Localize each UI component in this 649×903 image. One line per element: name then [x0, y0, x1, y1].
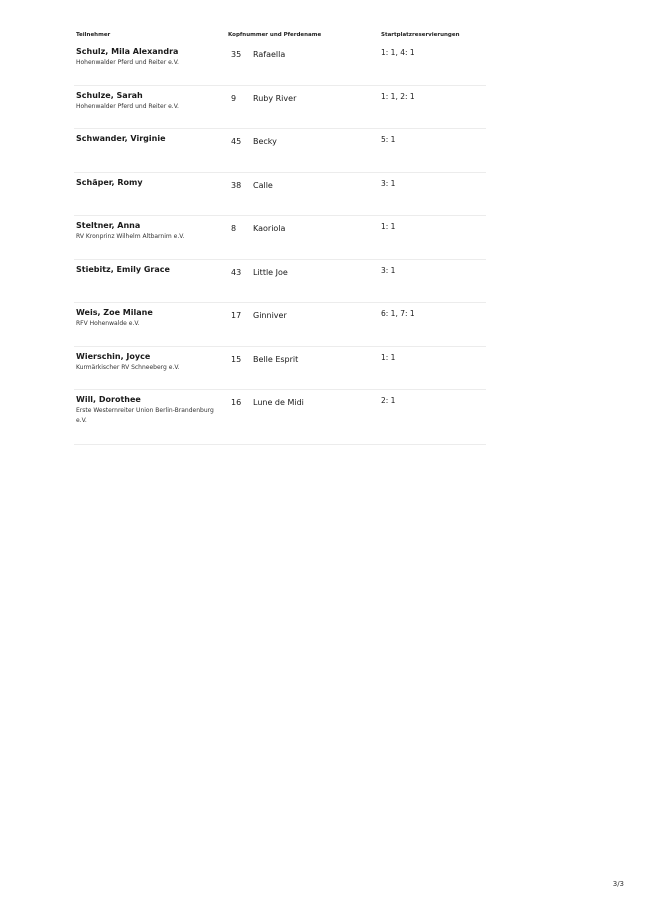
table-row	[74, 86, 486, 130]
header-participant: Teilnehmer	[76, 32, 111, 38]
participant-table	[74, 42, 486, 445]
horse-number: 38	[231, 180, 242, 190]
horse-name: Belle Esprit	[253, 354, 299, 364]
participant-cell	[76, 220, 226, 242]
table-row	[74, 129, 486, 173]
start-reservations: 1: 1	[381, 222, 396, 231]
start-reservations: 3: 1	[381, 178, 396, 188]
horse-name: Rafaella	[253, 50, 286, 59]
participant-club: Hohenwalder Pferd und Reiter e.V.	[76, 59, 179, 66]
table-row	[74, 173, 486, 217]
table-row	[74, 260, 486, 304]
start-reservations: 1: 1, 4: 1	[381, 48, 415, 57]
horse-name: Little Joe	[253, 267, 288, 277]
participant-club: Kurmärkischer RV Schneeberg e.V.	[76, 363, 180, 371]
participant-name: Schulze, Sarah	[76, 90, 143, 100]
start-reservations: 1: 1, 2: 1	[381, 91, 415, 101]
horse-number: 35	[231, 50, 242, 59]
table-row	[74, 347, 486, 391]
header-start-reservations: Startplatzreservierungen	[381, 32, 460, 38]
horse-number: 15	[231, 354, 242, 364]
table-row	[74, 216, 486, 260]
participant-cell	[76, 90, 226, 112]
start-reservations: 6: 1, 7: 1	[381, 309, 415, 318]
participant-club: RV Kronprinz Wilhelm Altbarnim e.V.	[76, 233, 185, 240]
horse-number: 17	[231, 311, 242, 320]
participant-cell	[76, 351, 226, 373]
horse-name: Lune de Midi	[253, 398, 304, 407]
horse-name: Kaoriola	[253, 224, 286, 233]
horse-number: 16	[231, 398, 242, 407]
participant-name: Schäper, Romy	[76, 177, 143, 187]
participant-cell	[76, 177, 226, 189]
table-row	[74, 303, 486, 347]
participant-cell	[76, 307, 226, 329]
horse-number: 43	[231, 267, 242, 277]
table-row	[74, 390, 486, 445]
start-reservations: 1: 1	[381, 352, 396, 362]
horse-number: 9	[231, 93, 237, 103]
participant-name: Weis, Zoe Milane	[76, 308, 153, 317]
horse-name: Becky	[253, 137, 277, 146]
participant-name: Stiebitz, Emily Grace	[76, 264, 170, 274]
participant-name: Wierschin, Joyce	[76, 351, 151, 361]
participant-name: Steltner, Anna	[76, 221, 141, 230]
participant-cell	[76, 264, 226, 276]
participant-cell	[76, 133, 226, 145]
start-reservations: 5: 1	[381, 135, 396, 144]
horse-name: Ruby River	[253, 93, 297, 103]
participant-name: Schwander, Virginie	[76, 134, 166, 143]
participant-name: Schulz, Mila Alexandra	[76, 47, 179, 56]
start-reservations: 2: 1	[381, 396, 396, 405]
participant-club: RFV Hohenwalde e.V.	[76, 320, 140, 327]
participant-cell	[76, 394, 226, 426]
participant-club: Hohenwalder Pferd und Reiter e.V.	[76, 102, 179, 110]
participant-club: Erste Westernreiter Union Berlin-Brandenburg e.V.	[76, 407, 214, 424]
table-row	[74, 42, 486, 86]
start-reservations: 3: 1	[381, 265, 396, 275]
participant-name: Will, Dorothee	[76, 395, 141, 404]
horse-number: 8	[231, 224, 237, 233]
horse-number: 45	[231, 137, 242, 146]
horse-name: Calle	[253, 180, 273, 190]
participant-cell	[76, 46, 226, 68]
page-number: 3/3	[612, 880, 624, 888]
header-horse: Kopfnummer und Pferdename	[228, 32, 322, 38]
horse-name: Ginniver	[253, 311, 287, 320]
